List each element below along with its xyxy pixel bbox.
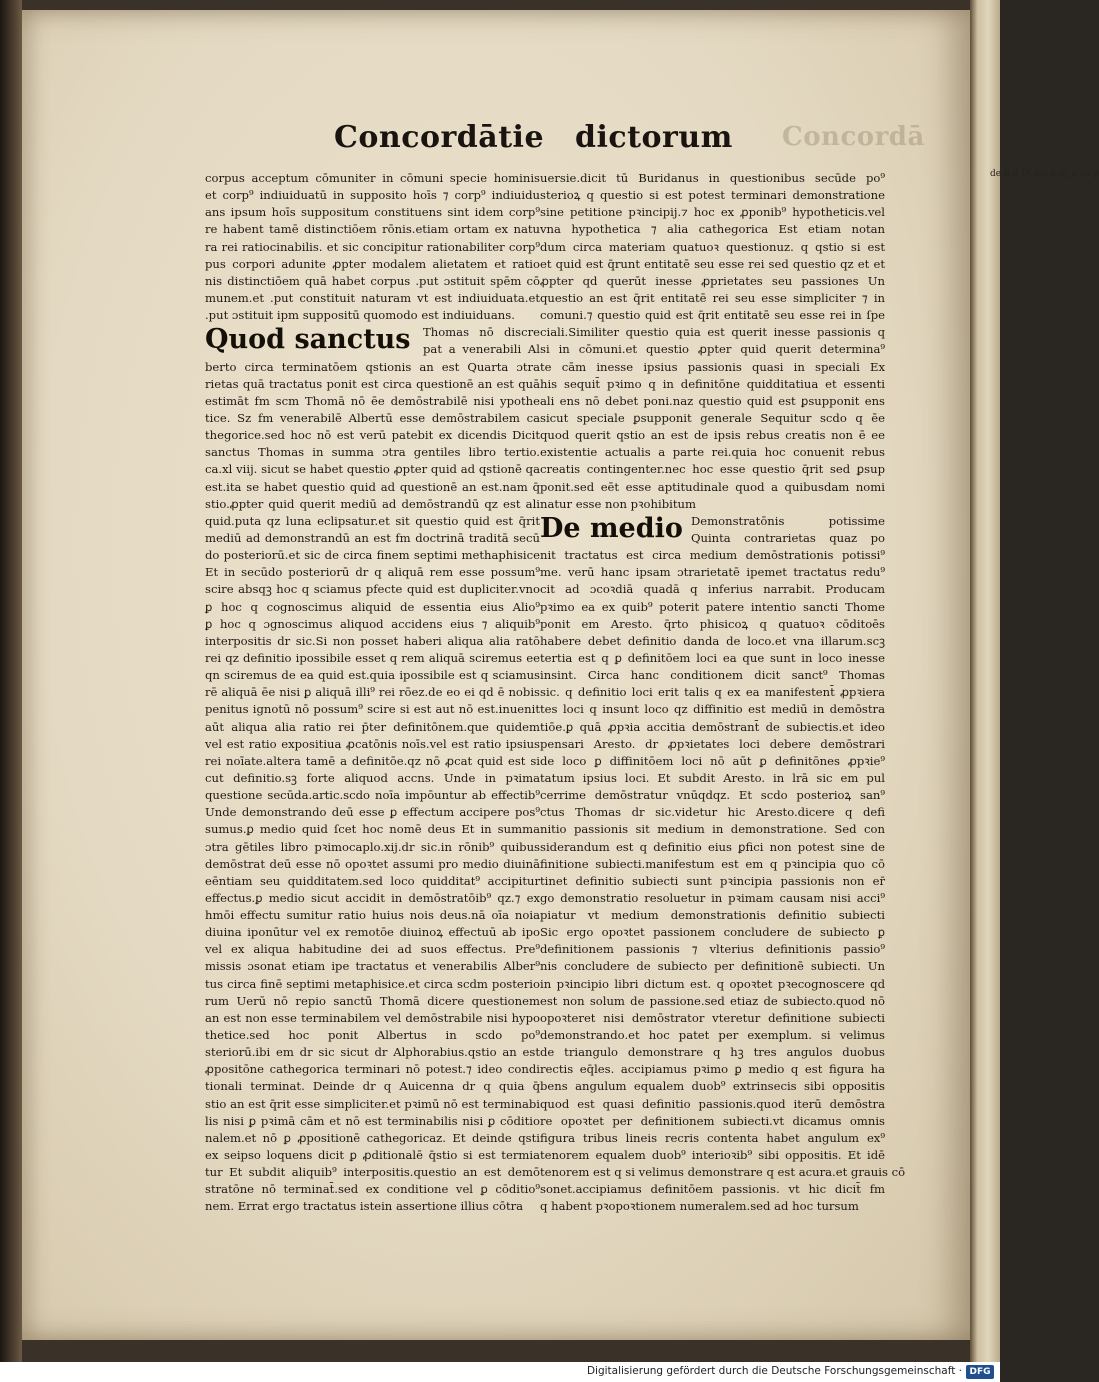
text-line: habere debet definitio danda de loco.et vna illarum.scꝫ <box>540 633 885 648</box>
running-head-right: dictorum <box>575 120 733 155</box>
text-line: ꝑ hoc q ɔgnoscimus aliquod accidens eius ⁊ aliquib⁹ <box>205 616 540 631</box>
text-line: finitione subiecti.manifestum est em q pꝛincipia quo cō <box>540 856 885 871</box>
text-line: an est non esse terminabilem vel demōstrabile nisi hypo <box>205 1010 540 1025</box>
text-line: sicut speciale ꝑsupponit generale Sequitur scdo q ēe <box>540 410 885 425</box>
text-line: uersie.dicit tū Buridanus in questionibus secūde po⁹ <box>540 171 885 185</box>
text-line: est.ita se habet questio quid ad questionē an est.nam q̄ <box>205 479 540 494</box>
text-line: demonstrando.et hoc patet per exemplum. si velimus <box>540 1028 885 1043</box>
text-line: scire absqꝫ hoc q sciamus pfecte quid est dupliciter.vno <box>205 582 540 597</box>
next-page-edge-text: de ꝑ q̄ Di uic q̄ sꝫ ꝑ ce ꝑ <box>990 169 1099 179</box>
text-line: insint. Circa hanc conditionem dicit sanct⁹ Thomas <box>540 668 885 683</box>
text-line: ɔtra gētiles libro pꝛimocaplo.xij.dr sic.in rōnib⁹ quibus <box>205 839 540 854</box>
text-line: stio.ꝓpter quid querit mediū ad demōstrandū qz est ali <box>205 496 540 511</box>
digitization-footer <box>0 1362 1000 1382</box>
text-line: vel ex aliqua habitudine dei ad suos effectus. Pre⁹ <box>205 942 540 957</box>
text-line: questione secūda.artic.scdo noīa impōuntur ab effectib⁹ <box>205 788 540 803</box>
text-line: pus corpori adunite ꝓpter modalem alietatem et ratio <box>205 256 540 271</box>
text-line: tionali terminat. Deinde dr q Auicenna dr q quia q̄ <box>205 1079 540 1094</box>
text-line: siderandum est q definitio eius ꝑfici non potest sine de <box>540 839 885 854</box>
text-line: pensari Aresto. dr ꝓpꝛietates loci debere demōstrari <box>540 736 885 751</box>
text-line: nis concludere de subiecto per definitionē subiecti. Un <box>540 959 885 974</box>
text-line: tus circa finē septimi metaphisice.et circa scdm posterio <box>205 976 540 991</box>
text-line: rectis eq̄les. accipiamus pꝛimo ꝑ medio q est figura ha <box>540 1062 885 1077</box>
text-line: quod est quasi definitio passionis.quod iterū demōstra <box>540 1096 885 1111</box>
text-line: quid.puta qz luna eclipsatur.et sit questio quid est q̄rit <box>205 513 540 528</box>
right-text-column <box>540 170 906 1216</box>
text-line: nis distinctiōem quā habet corpus .put ɔstituit spēm cō <box>205 273 540 288</box>
text-line: bens angulum equalem duob⁹ extrinsecis sibi oppositis <box>540 1079 885 1094</box>
text-line: Thomas nō discre <box>423 325 540 340</box>
text-line: quod querit qstio an est de ipsis rebus creatis non ē ee <box>540 428 885 443</box>
text-line: Et in secūdo posteriorū dr q aliquā rem esse possum⁹ <box>205 565 540 580</box>
text-line: ꝓpositōne cathegorica terminari nō potest.⁊ ideo condi <box>205 1062 540 1077</box>
text-line: tur Et subdit aliquib⁹ interpositis.questio an est demō <box>205 1165 540 1180</box>
text-line: missis ɔsonat etiam ipe tractatus et venerabilis Alber⁹ <box>205 959 540 974</box>
text-line: steriorū.ibi em dr sic sicut dr Alphorabius.qstio an est <box>205 1045 540 1060</box>
text-line: corpus acceptum cōmuniter in cōmuni specie hominis <box>205 171 540 185</box>
text-line: thetice.sed hoc ponit Albertus in scdo po⁹ <box>205 1028 540 1043</box>
funding-credit: Digitalisierung gefördert durch die Deutsche Forschungsgemeinschaft · <box>586 1365 962 1377</box>
text-line: ans ipsum hoīs suppositum constituens sint idem corp⁹ <box>205 205 540 220</box>
text-line: Sic ergo opoꝛtet passionem concludere de subiecto ꝑ <box>540 925 885 940</box>
text-line: cerrime demōstratur vnūqdqz. Et scdo posterioꝝ san⁹ <box>540 788 885 803</box>
text-line: cit ad ɔcoꝛdiā quadā q inferius narrabit. Producam <box>540 582 885 597</box>
text-line: stratōne nō terminat̄.sed ex conditione vel ꝑ cōditio⁹ <box>205 1182 540 1197</box>
text-line: et corp⁹ indiuiduatū in supposito hoīs ⁊ corp⁹ indiuidu <box>205 188 540 203</box>
text-line: lis nisi ꝑ pꝛimā cām et nō est terminabilis nisi ꝑ cōditio <box>205 1113 540 1128</box>
text-line: sonet.accipiamus definitōem passionis. vt hic dicit̄ fm <box>540 1182 885 1197</box>
left-column-body-text <box>205 359 540 1216</box>
text-line: rē aliquā ēe nisi ꝑ aliquā illi⁹ rei rōez.de eo ei qd ē nobis <box>205 685 540 700</box>
text-line: de triangulo demonstrare q hꝫ tres angulos duobus <box>540 1045 885 1060</box>
text-line: si in cōmuni.et questio ꝓpter quid querit determina⁹ <box>540 342 885 357</box>
right-column-body-text <box>540 547 906 1215</box>
text-line: his sequit̄ pꝛimo q in definitōne quidditatiua et essenti <box>540 376 885 391</box>
text-line: in pꝛincipio libri dictum est. q opoꝛtet pꝛecognoscere qd <box>540 976 885 991</box>
text-line: tatum ipsius loci. Et subdit Aresto. in lrā sic em pul <box>540 770 885 785</box>
text-line: ꝓpter qd querūt inesse ꝓprietates seu passiones Un <box>540 273 885 288</box>
text-line: estimāt fm scm Thomā nō ēe demōstrabilē nisi ypothe <box>205 393 540 408</box>
text-line: figura tribus lineis recris contenta habet angulum ex⁹ <box>540 1130 885 1145</box>
text-line: dum circa materiam quatuoꝛ questionuz. q qstio si est <box>540 239 885 254</box>
text-line: demōstrat deū esse nō opoꝛtet assumi pro medio diuinā <box>205 856 540 871</box>
text-line: tertia est q ꝑ definitōem loci ea que sunt in loco inesse <box>540 650 885 665</box>
text-line: qn sciremus de ea quid est.quia ipossibile est q sciamus <box>205 668 540 683</box>
text-line: .put ɔstituit ipm suppositū quomodo est indiuiduans. <box>205 308 515 323</box>
text-line: Quinta contrarietas quaz po <box>691 530 885 545</box>
text-line: ex seipso loquens dicit ꝑ ꝓditionalē q̄stio si est termia <box>205 1148 540 1163</box>
book-page <box>22 10 970 1340</box>
text-line: nitio passionis sit medium in demonstratione. Sed con <box>540 822 885 837</box>
text-line: natur esse non pꝛohibitum <box>540 496 696 511</box>
text-line: sic. q definitio loci erit talis q ex ea manifestent̄ ꝓpꝛiera <box>540 685 885 700</box>
text-line: mediū ad demonstrandū an est fm doctrinā traditā secū <box>205 530 540 545</box>
right-heading-word: De medio <box>540 512 683 544</box>
text-line: penitus ignotū nō possum⁹ scire si est aut nō est.inuenit <box>205 702 540 717</box>
text-line: eēntiam seu quidditatem.sed loco quidditat⁹ accipitur <box>205 873 540 888</box>
text-line: re opoꝛtet per definitionem subiecti.vt dicamus omnis <box>540 1113 885 1128</box>
text-line: tinet definitio subiecti sunt pꝛincipia passionis non er̄ <box>540 873 885 888</box>
text-line: tice. Sz fm venerabilē Albertū esse demōstrabilem ca <box>205 410 540 425</box>
text-line: opoꝛteret nisi demōstrator vteretur definitione subiecti <box>540 1010 885 1025</box>
text-line: aūt aliqua alia ratio rei p̄ter definitōnem.que quidem <box>205 719 540 734</box>
text-line: thegorice.sed hoc nō est verū patebit ex dicendis Dicit <box>205 428 540 443</box>
text-line: rei qz definitio ipossibile esset q rem aliquā sciremus ee <box>205 650 540 665</box>
text-line: do posteriorū.et sic de circa finem septimi methaphisice <box>205 548 540 563</box>
text-line: Unde demonstrando deū esse ꝑ effectum accipere pos⁹ <box>205 805 540 820</box>
text-line: ctus Thomas dr sic.videtur hic Aresto.dicere q defi <box>540 805 885 820</box>
text-line: sine petitione pꝛincipij.⁊ hoc ex ꝓponib⁹ hypotheticis.vel <box>540 205 885 220</box>
text-line: berto circa terminatōem qstionis an est Quarta ɔtra <box>205 359 540 374</box>
text-line: creatis contingenter.nec hoc esse questio q̄rit sed ꝑsup <box>540 462 885 477</box>
text-line: et quid est q̄runt entitatē seu esse rei sed questio qz et et <box>540 256 885 271</box>
text-line: questio an est q̄rit entitatē rei seu esse simpliciter ⁊ in <box>540 290 885 305</box>
left-heading-side-text <box>423 324 540 358</box>
text-line: ciali.Similiter questio quia est querit inesse passionis q <box>540 325 885 340</box>
text-line: munem.et .put constituit naturam vt est indiuiduata.et <box>205 290 540 305</box>
text-line: Demonstratōnis potissime <box>691 513 885 528</box>
dfg-logo: DFG <box>966 1365 994 1379</box>
left-column-top-text <box>205 170 540 324</box>
right-heading-side-text <box>691 513 885 547</box>
text-line: nalem.et nō ꝑ ꝓpositionē cathegoricaz. Et deinde qsti <box>205 1130 540 1145</box>
text-line: ca.xl viij. sicut se habet questio ꝓpter quid ad qstionē qa <box>205 462 540 477</box>
text-line: q habent pꝛopoꝛtionem numeralem.sed ad hoc tursum <box>540 1199 859 1214</box>
text-line: effectus.ꝑ medio sicut accidit in demōstratōib⁹ qz.⁊ ex <box>205 890 540 905</box>
text-line: vna hypothetica ⁊ alia cathegorica Est etiam notan <box>540 222 885 237</box>
text-line: rum Uerū nō repio sanctū Thomā dicere questionem <box>205 993 540 1008</box>
text-line: interpositis dr sic.Si non posset haberi aliqua alia ratō <box>205 633 540 648</box>
running-head <box>22 120 970 160</box>
text-line: nem. Errat ergo tractatus istein assertione illius cōtra <box>205 1199 524 1214</box>
text-line: stio an est q̄rit esse simpliciter.et pꝛimū nō est terminabi <box>205 1096 540 1111</box>
running-head-left: Concordātie <box>334 120 545 155</box>
text-line: sanctus Thomas in summa ɔtra gentiles libro tertio. <box>205 445 540 460</box>
left-text-column <box>205 170 540 1216</box>
right-section-heading <box>540 513 885 547</box>
text-line: ponit.sed eēt esse aptitudinale quod a quibusdam nomi <box>540 479 885 494</box>
text-line: tes loci q insunt loco qz diffinitio est mediū in demōstra <box>540 702 885 717</box>
text-line: pꝛimo ea ex quib⁹ poterit patere intentio sancti Thome <box>540 599 885 614</box>
text-line: nit tractatus est circa medium demōstrationis potissi⁹ <box>540 548 885 563</box>
text-line: ꝑ hoc q cognoscimus aliquid de essentia eius Alio⁹ <box>205 599 540 614</box>
text-line: rei noīate.altera tamē a definitōe.qz nō ꝓcat quid est si <box>205 753 540 768</box>
text-line: piatur vt medium demonstrationis definitio subiecti <box>540 908 885 923</box>
right-column-top-text <box>540 170 885 513</box>
text-line: tenorem equalem duob⁹ interioꝛib⁹ sibi oppositis. Et idē <box>540 1148 885 1163</box>
text-line: vel est ratio expositiua ꝓcatōnis noīs.vel est ratio ipsius <box>205 736 540 751</box>
text-line: existentie actualis a parte rei.quia hoc conuenit rebus <box>540 445 885 460</box>
text-line: ali ens nō debet poni.naz questio quid est ꝑsupponit ens <box>540 393 885 408</box>
bleed-through-text: Concordā <box>782 122 925 152</box>
left-section-heading <box>205 324 540 358</box>
text-line: definitionem passionis ⁊ vlterius definitionis passio⁹ <box>540 942 885 957</box>
text-line: tenorem est q si velimus demonstrare q est acura.et grauis cō <box>540 1165 906 1180</box>
text-line: sterioꝝ q questio si est potest terminari demonstratione <box>540 188 885 203</box>
text-line: ra rei ratiocinabilis. et sic concipitur rationabiliter corp⁹ <box>205 239 540 254</box>
text-line: de loco ꝑ diffinitōem loci nō aūt ꝑ definitōnes ꝓpꝛie⁹ <box>540 753 885 768</box>
text-line: tiōe.ꝑ quā ꝓpꝛia accitia demōstrant̄ de subiectis.et ideo <box>540 719 885 734</box>
text-line: pat a venerabili Al <box>423 342 540 357</box>
text-line: cut definitio.sꝫ forte aliquod accns. Unde in pꝛima <box>205 770 540 785</box>
text-line: rietas quā tractatus ponit est circa questionē an est quā <box>205 376 540 391</box>
text-line: comuni.⁊ questio quid est q̄rit entitatē seu esse rei in ſpe <box>540 308 885 323</box>
text-line: diuina iponūtur vel ex remotōe diuinoꝝ effectuū ab ipo <box>205 925 540 940</box>
text-line: re habent tamē distinctiōem rōnis.etiam ortam ex natu <box>205 222 540 237</box>
text-line: me. verū hanc ipsam ɔtrarietatē ipemet tractatus redu⁹ <box>540 565 885 580</box>
text-line: ponit em Aresto. q̄rto phisicoꝝ q quatuoꝛ cōditoēs <box>540 616 885 631</box>
text-line: sumus.ꝑ medio quid ſcet hoc nomē deus Et in summa <box>205 822 540 837</box>
text-line: est non solum de passione.sed etiaz de subiecto.quod nō <box>540 993 885 1008</box>
text-line: go demonstratio resoluetur in pꝛimam causam nisi acci⁹ <box>540 890 885 905</box>
text-line: te cām inesse ipsius passionis quasi in speciali Ex <box>540 359 885 374</box>
book-binding-left <box>0 0 22 1362</box>
text-line: hmōi effectu sumitur ratio huius nois deus.nā oīa noia <box>205 908 540 923</box>
left-heading-word: Quod sanctus <box>205 324 411 356</box>
